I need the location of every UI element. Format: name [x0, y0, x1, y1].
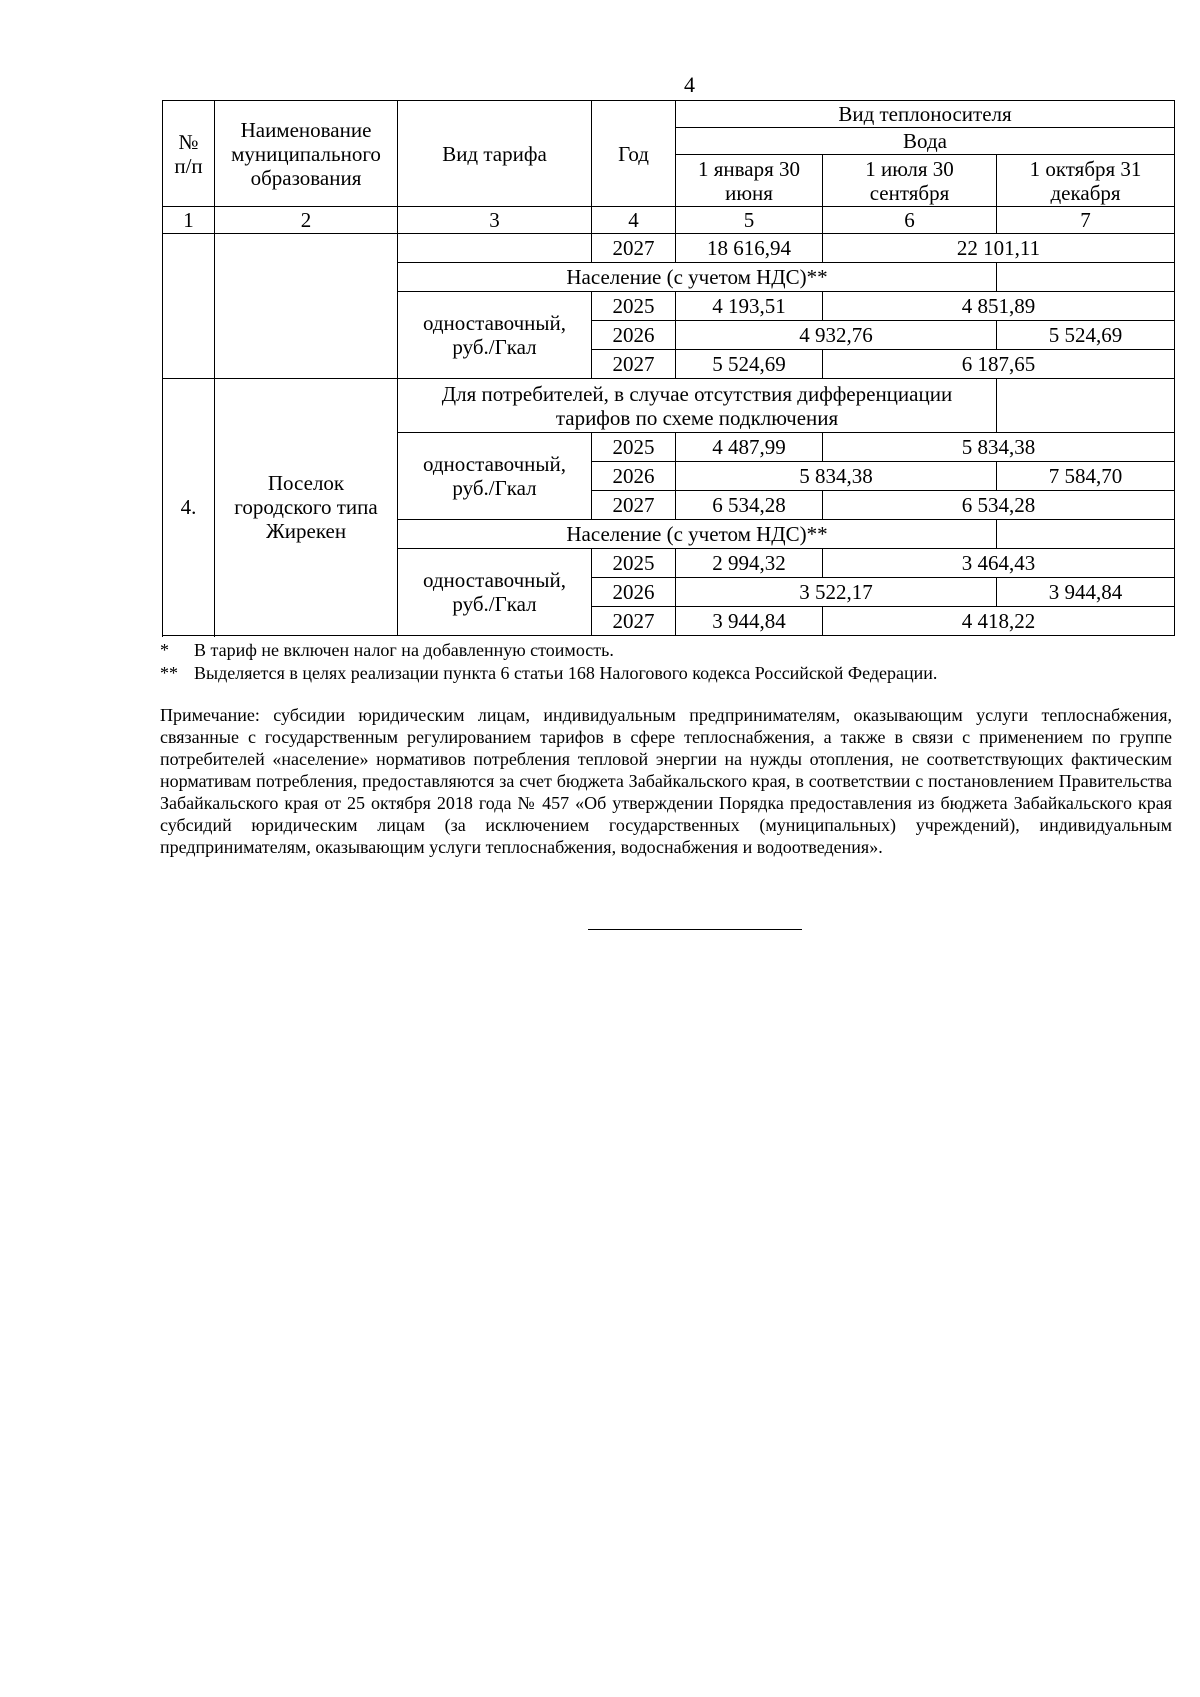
footnote [160, 639, 1180, 662]
block4-consumers-label: Для потребителей, в случае отсутствия дифференциации тарифов по схеме подключения [398, 379, 997, 433]
col-number: 6 [823, 207, 997, 234]
footnote [160, 662, 1180, 685]
table-cell-value: 6 187,65 [823, 350, 1175, 379]
block4-num: 4. [163, 379, 215, 636]
empty-cell [997, 520, 1175, 549]
table-cell-value: 4 851,89 [823, 292, 1175, 321]
table-cell-value: 22 101,11 [823, 234, 1175, 263]
table-cell-value: 2 994,32 [676, 549, 823, 578]
table-cell-year: 2027 [592, 234, 676, 263]
empty-cell [997, 379, 1175, 433]
header-carrier: Вид теплоносителя [676, 101, 1175, 128]
col-number: 5 [676, 207, 823, 234]
table-cell-value: 18 616,94 [676, 234, 823, 263]
block4-name: Поселок городского типа Жирекен [215, 379, 398, 636]
header-period-2: 1 июля 30 сентября [823, 155, 997, 207]
col-number: 4 [592, 207, 676, 234]
table-cell-year: 2026 [592, 578, 676, 607]
header-water: Вода [676, 128, 1175, 155]
table-cell-value: 5 834,38 [676, 462, 997, 491]
table-cell-value: 4 487,99 [676, 433, 823, 462]
table-cell-value: 3 944,84 [997, 578, 1175, 607]
tariff-table [162, 100, 1175, 636]
block3-name [215, 234, 398, 379]
block3-population-label: Население (с учетом НДС)** [398, 263, 997, 292]
table-cell-value: 4 932,76 [676, 321, 997, 350]
table-cell-year: 2027 [592, 350, 676, 379]
col-number: 2 [215, 207, 398, 234]
table-cell-value: 3 464,43 [823, 549, 1175, 578]
footnote-mark: * [160, 640, 169, 660]
table-cell-value: 3 944,84 [676, 607, 823, 636]
header-name: Наименование муниципального образования [215, 101, 398, 207]
table-cell-value: 4 193,51 [676, 292, 823, 321]
table-cell-value: 5 524,69 [997, 321, 1175, 350]
end-separator-line [588, 929, 802, 930]
header-period-3: 1 октября 31 декабря [997, 155, 1175, 207]
col-number: 7 [997, 207, 1175, 234]
note-paragraph: Примечание: субсидии юридическим лицам, индивидуальным предпринимателям, оказывающим услуги теплоснабжения, связанные с государственным регулированием тарифов в сфере теплоснабжения, а также в связи с применением по группе потребителей «население» нормативов потребления тепловой энергии на нужды отопления, не соответствующих фактическим нормативам потребления, предоставляются за счет бюджета Забайкальского края, в соответствии с постановлением Правительства Забайкальского края от 25 октября 2018 года № 457 «Об утверждении Порядка предоставления из бюджета Забайкальского края субсидий юридическим лицам (за исключением государственных (муниципальных) учреждений), индивидуальным предпринимателям, оказывающим услуги теплоснабжения, водоснабжения и водоотведения». [160, 705, 1172, 857]
header-year: Год [592, 101, 676, 207]
block3-tariff-label: одноставочный, руб./Гкал [398, 292, 592, 379]
footnotes [160, 639, 1180, 685]
table-cell-value: 4 418,22 [823, 607, 1175, 636]
footnote-text: Выделяется в целях реализации пункта 6 статьи 168 Налогового кодекса Российской Федерации. [194, 663, 938, 683]
block3-num [163, 234, 215, 379]
block4-tariff-label: одноставочный, руб./Гкал [398, 433, 592, 520]
header-period-1: 1 января 30 июня [676, 155, 823, 207]
footnote-text: В тариф не включен налог на добавленную стоимость. [194, 640, 614, 660]
table-cell-value: 6 534,28 [676, 491, 823, 520]
table-cell-value: 7 584,70 [997, 462, 1175, 491]
block3-tariff-empty [398, 234, 592, 263]
block4-population-tariff-label: одноставочный, руб./Гкал [398, 549, 592, 636]
col-number: 1 [163, 207, 215, 234]
table-cell-value: 3 522,17 [676, 578, 997, 607]
table-cell-value: 5 834,38 [823, 433, 1175, 462]
col-number: 3 [398, 207, 592, 234]
empty-cell [997, 263, 1175, 292]
block4-population-label: Население (с учетом НДС)** [398, 520, 997, 549]
table-cell-year: 2025 [592, 549, 676, 578]
table-cell-value: 6 534,28 [823, 491, 1175, 520]
table-cell-year: 2026 [592, 321, 676, 350]
table-cell-year: 2027 [592, 491, 676, 520]
page-number: 4 [684, 72, 695, 97]
table-cell-value: 5 524,69 [676, 350, 823, 379]
table-cell-year: 2025 [592, 292, 676, 321]
header-tariff-type: Вид тарифа [398, 101, 592, 207]
footnote-mark: ** [160, 663, 178, 683]
table-cell-year: 2027 [592, 607, 676, 636]
table-cell-year: 2025 [592, 433, 676, 462]
table-cell-year: 2026 [592, 462, 676, 491]
header-num: № п/п [163, 101, 215, 207]
